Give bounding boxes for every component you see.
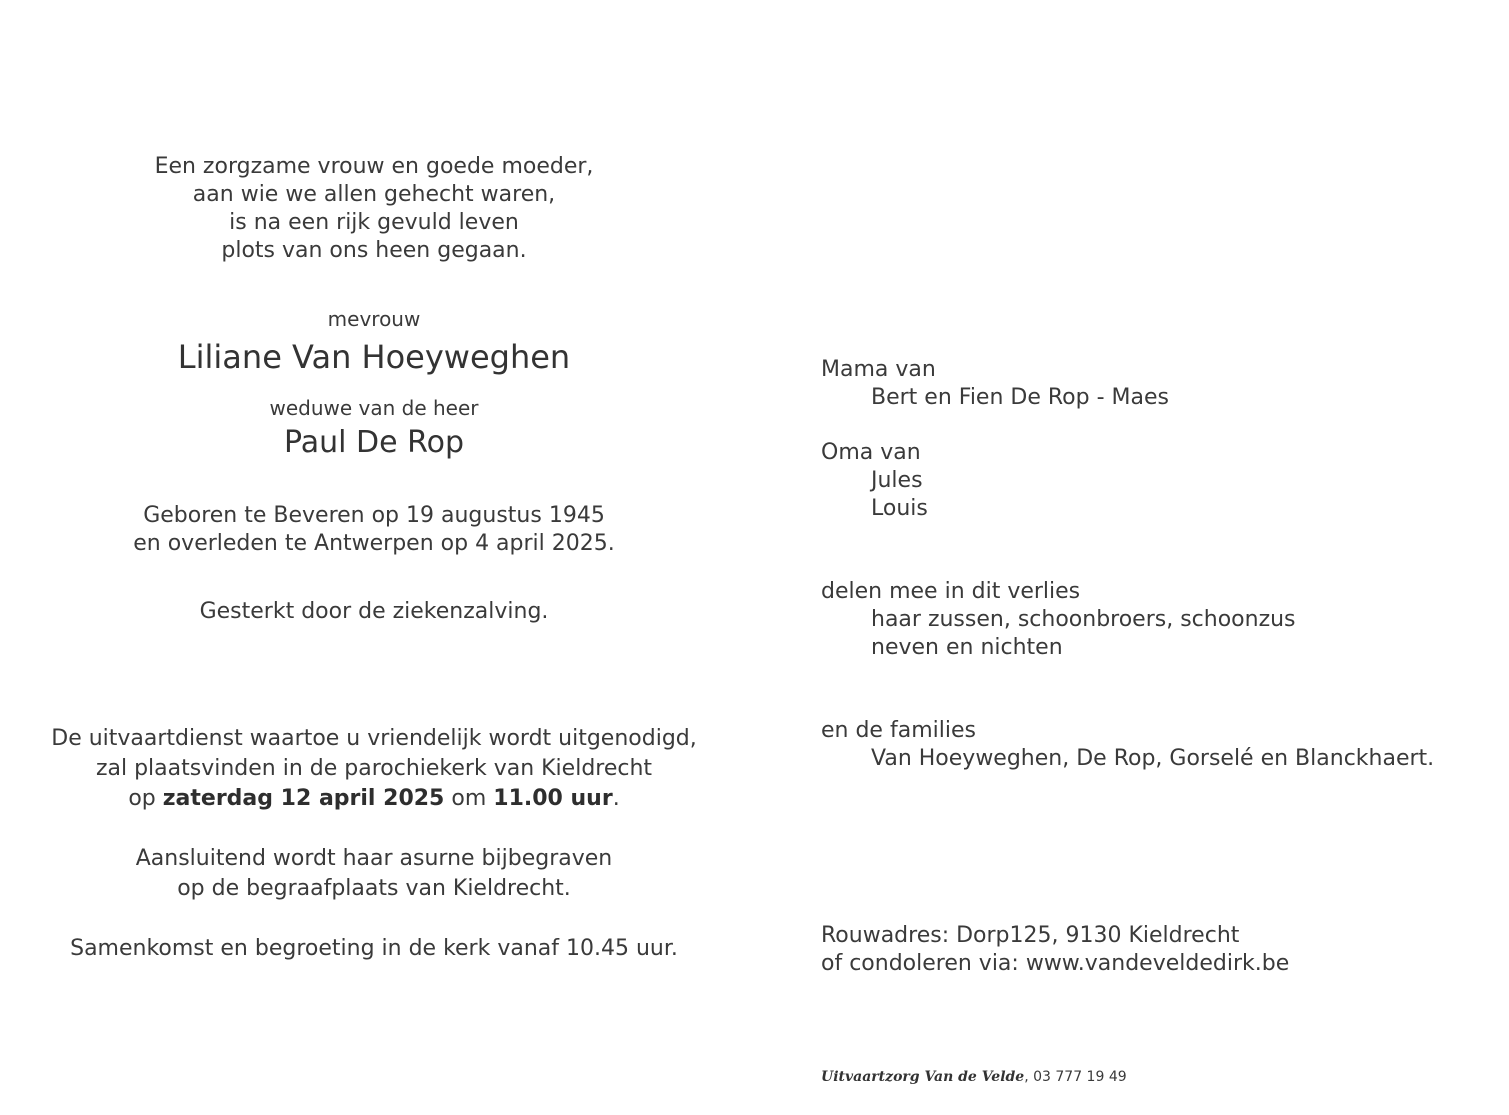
poem-line: plots van ons heen gegaan. bbox=[221, 238, 527, 263]
funeral-company-logo: Uitvaartzorg Van de Velde bbox=[821, 1069, 1025, 1085]
life-dates bbox=[0, 502, 748, 558]
mama-label: Mama van bbox=[821, 357, 936, 382]
service-time: 11.00 uur bbox=[493, 786, 613, 811]
funeral-service bbox=[0, 724, 748, 814]
poem-line: is na een rijk gevuld leven bbox=[229, 210, 519, 235]
gathering-info: Samenkomst en begroeting in de kerk vanaf 10.45 uur. bbox=[70, 936, 678, 961]
families-label: en de families bbox=[821, 718, 976, 743]
deceased-name: Liliane Van Hoeyweghen bbox=[177, 338, 571, 376]
service-date: zaterdag 12 april 2025 bbox=[162, 786, 445, 811]
relation-text: weduwe van de heer bbox=[269, 396, 479, 420]
life-line: Geboren te Beveren op 19 augustus 1945 bbox=[143, 503, 605, 528]
life-line: en overleden te Antwerpen op 4 april 2025. bbox=[133, 531, 615, 556]
sacrament-text: Gesterkt door de ziekenzalving. bbox=[199, 599, 549, 624]
funeral-company-phone: , 03 777 19 49 bbox=[1024, 1069, 1127, 1085]
service-line: op zaterdag 12 april 2025 om 11.00 uur. bbox=[128, 786, 620, 811]
family-name: Bert en Fien De Rop - Maes bbox=[871, 385, 1169, 410]
service-line: zal plaatsvinden in de parochiekerk van Kieldrecht bbox=[95, 756, 653, 781]
address-line: Rouwadres: Dorp125, 9130 Kieldrecht bbox=[821, 923, 1240, 948]
right-column bbox=[821, 0, 1509, 1115]
address-line: of condoleren via: www.vandeveldedirk.be bbox=[821, 951, 1290, 976]
family-name: haar zussen, schoonbroers, schoonzus bbox=[871, 607, 1296, 632]
service-line: De uitvaartdienst waartoe u vriendelijk wordt uitgenodigd, bbox=[51, 726, 697, 751]
deceased-title: mevrouw bbox=[327, 307, 421, 331]
family-name: Jules bbox=[871, 468, 923, 493]
burial-info bbox=[0, 844, 748, 904]
poem-line: Een zorgzame vrouw en goede moeder, bbox=[154, 154, 594, 179]
poem-line: aan wie we allen gehecht waren, bbox=[192, 182, 556, 207]
family-name: Van Hoeyweghen, De Rop, Gorselé en Blanckhaert. bbox=[871, 746, 1435, 771]
share-section bbox=[821, 578, 1509, 662]
mama-section bbox=[821, 356, 1509, 412]
burial-line: Aansluitend wordt haar asurne bijbegraven bbox=[135, 846, 613, 871]
left-column bbox=[0, 0, 748, 1115]
oma-section bbox=[821, 439, 1509, 523]
address-section bbox=[821, 922, 1509, 978]
spouse-name: Paul De Rop bbox=[284, 425, 464, 460]
family-name: neven en nichten bbox=[871, 635, 1063, 660]
share-label: delen mee in dit verlies bbox=[821, 579, 1081, 604]
footer bbox=[821, 1067, 1127, 1087]
burial-line: op de begraafplaats van Kieldrecht. bbox=[177, 876, 571, 901]
oma-label: Oma van bbox=[821, 440, 921, 465]
family-name: Louis bbox=[871, 496, 928, 521]
families-section bbox=[821, 717, 1509, 773]
poem bbox=[0, 153, 748, 265]
